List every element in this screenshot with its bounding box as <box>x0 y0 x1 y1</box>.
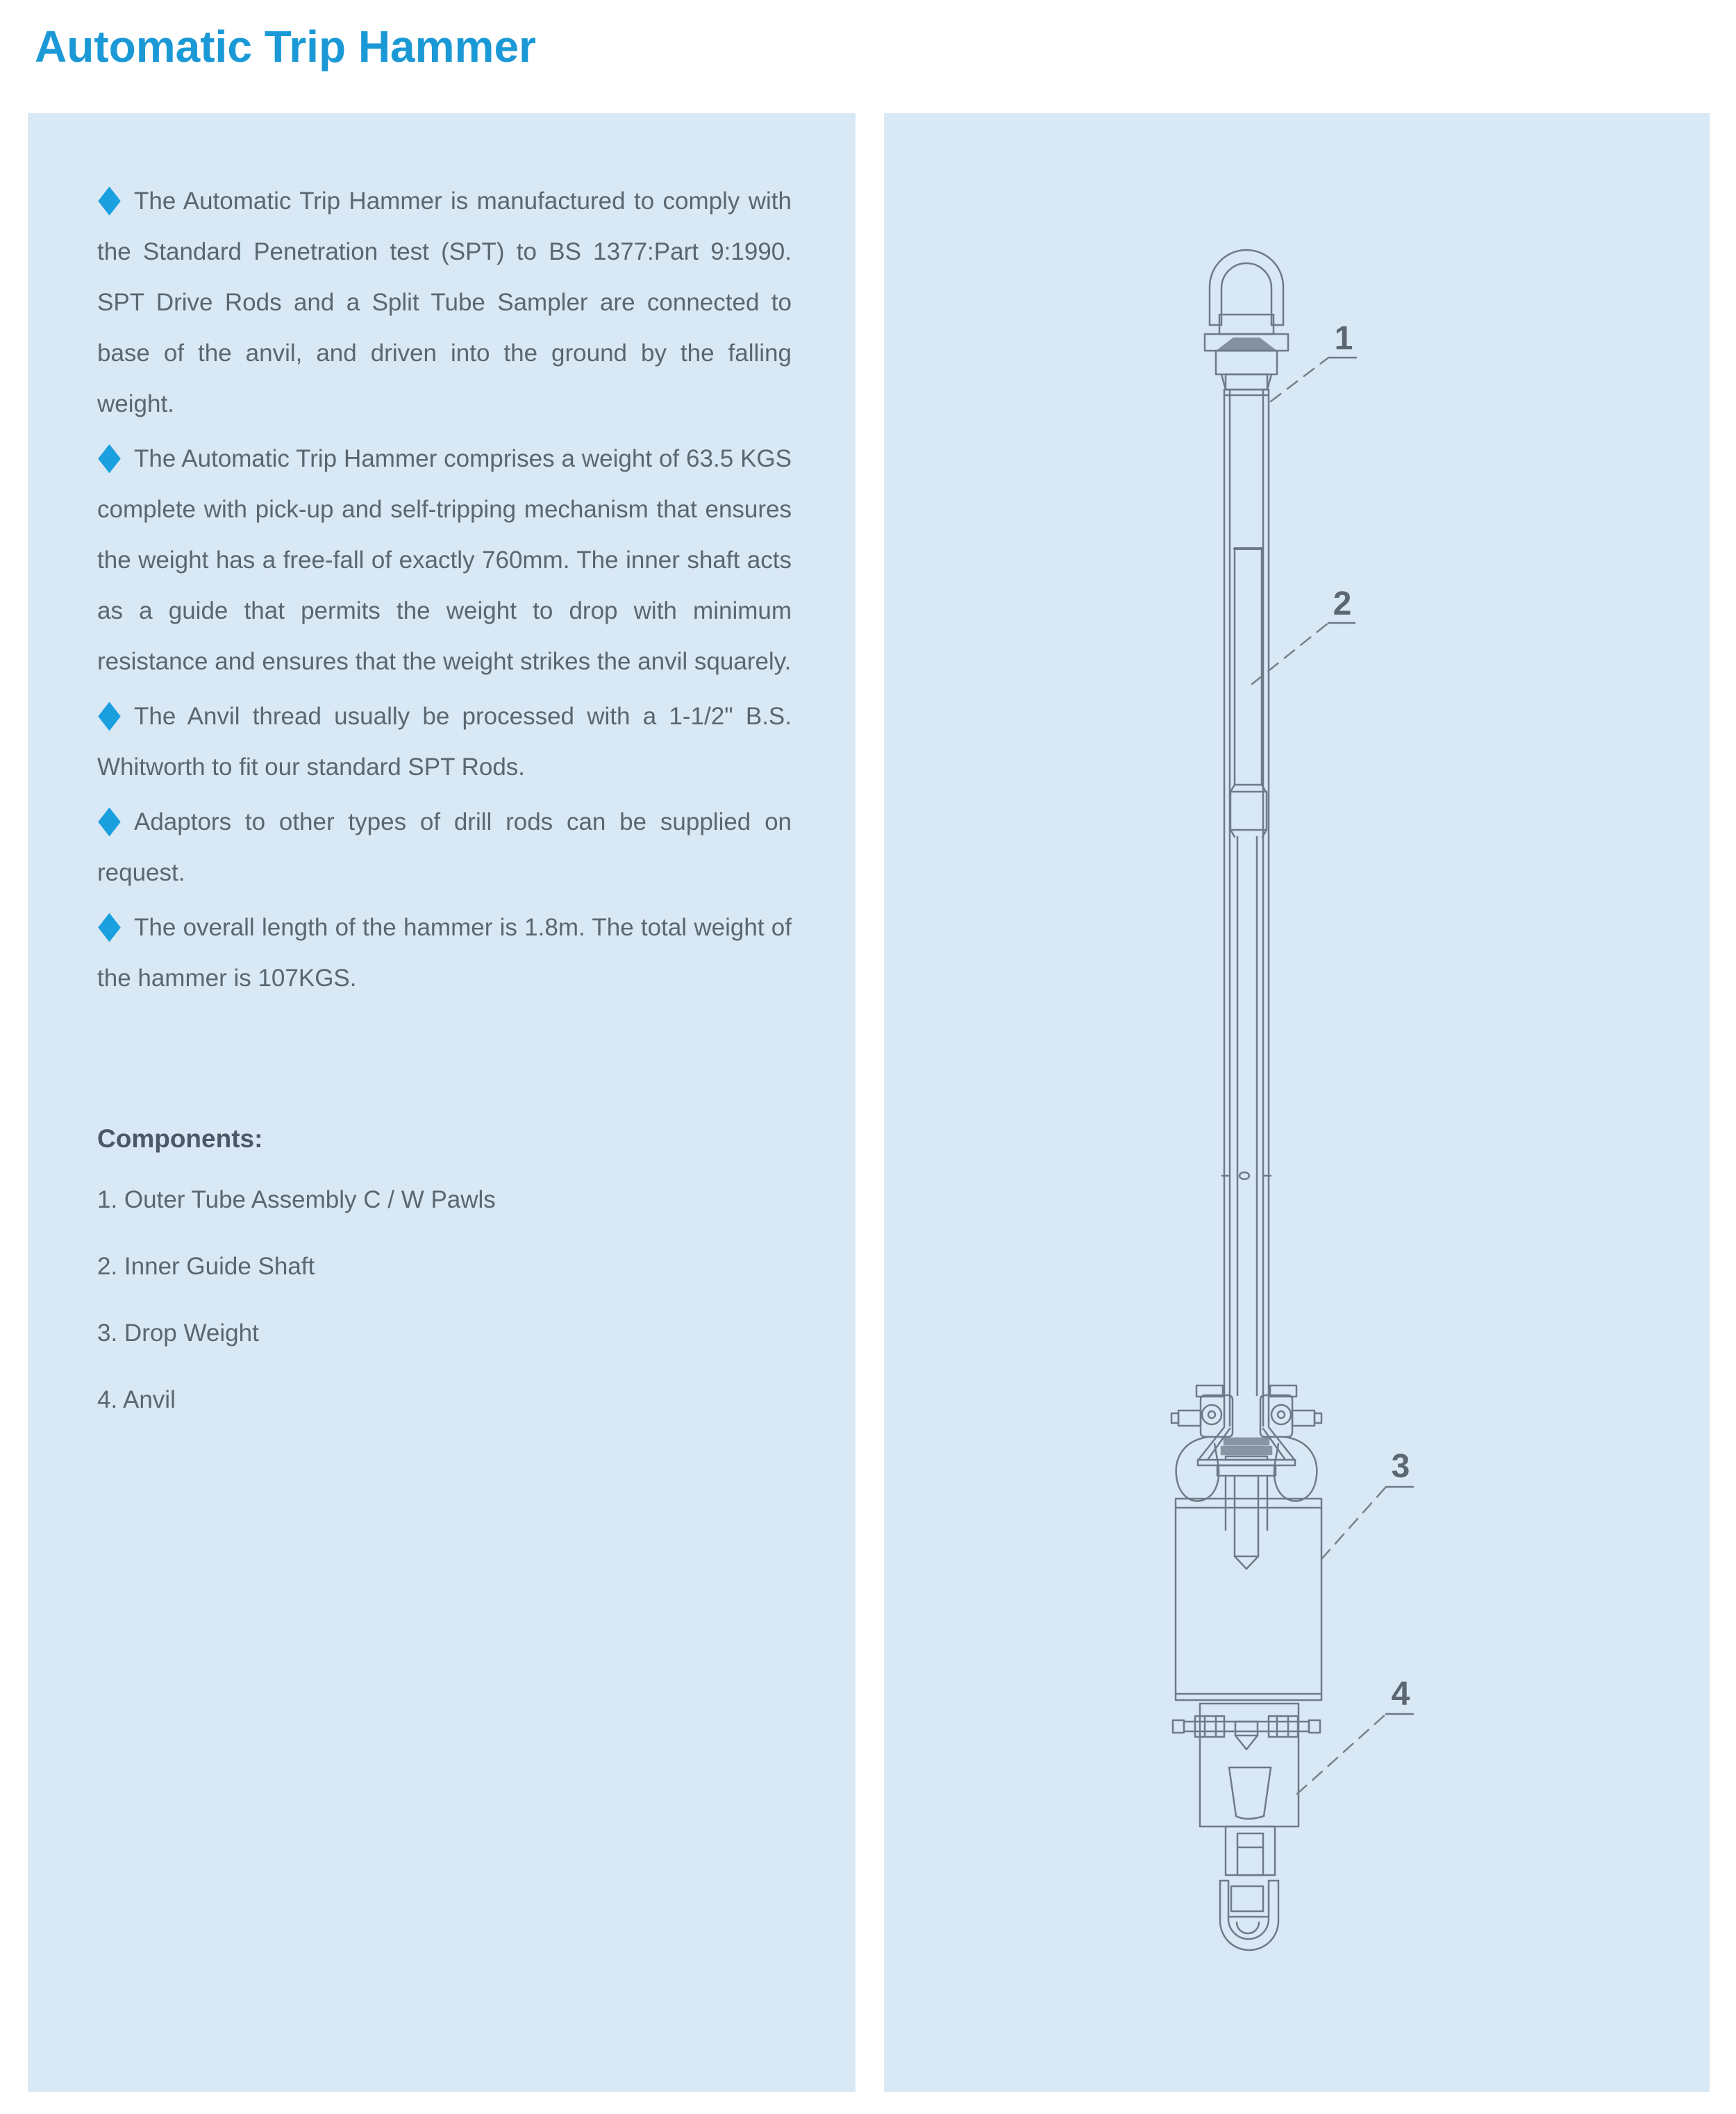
components-section <box>97 1113 792 1425</box>
diamond-bullet-icon <box>98 444 121 474</box>
info-panel <box>28 113 856 2092</box>
callout-label-3: 3 <box>1391 1448 1410 1485</box>
diamond-bullet-icon <box>98 913 121 942</box>
page-title: Automatic Trip Hammer <box>35 22 536 72</box>
bullet-text: The overall length of the hammer is 1.8m. The total weight of the hammer is 107KGS. <box>97 914 792 992</box>
leader-line-3 <box>1321 1487 1386 1559</box>
bottom-shackle <box>1220 1826 1278 1950</box>
bullet-text: Adaptors to other types of drill rods can be supplied on request. <box>97 808 792 886</box>
top-bail <box>1205 250 1288 390</box>
diamond-bullet-icon <box>98 702 121 731</box>
bullet-item <box>97 691 792 792</box>
drop-weight <box>1176 1499 1321 1700</box>
bullet-item <box>97 797 792 898</box>
callout-label-4: 4 <box>1391 1676 1410 1713</box>
trip-hammer-diagram <box>884 113 1710 2092</box>
callout-label-2: 2 <box>1333 585 1352 622</box>
bullet-text: The Anvil thread usually be processed with a 1-1/2" B.S. Whitworth to fit our standard SPT Rods. <box>97 703 792 781</box>
component-item: 4. Anvil <box>97 1386 176 1413</box>
diamond-bullet-icon <box>98 808 121 837</box>
bullet-item <box>97 902 792 1004</box>
bullet-text: The Automatic Trip Hammer is manufactured to comply with the Standard Penetration test (SPT) to BS 1377:Part 9:1990. SPT Drive Rods and a Split Tube Sampler are connected to base of the anvil, and driven into the ground by the falling weight. <box>97 188 792 417</box>
diamond-bullet-icon <box>98 187 121 216</box>
component-item: 1. Outer Tube Assembly C / W Pawls <box>97 1186 496 1213</box>
stem <box>1226 1476 1267 1569</box>
striker-funnel <box>1198 1427 1295 1476</box>
callout-label-1: 1 <box>1334 320 1353 357</box>
leader-line-1 <box>1271 358 1328 401</box>
diagram-panel <box>884 113 1710 2092</box>
bullet-item <box>97 176 792 429</box>
component-item: 3. Drop Weight <box>97 1320 259 1347</box>
leader-line-4 <box>1297 1714 1386 1794</box>
component-item: 2. Inner Guide Shaft <box>97 1253 315 1280</box>
bullet-text: The Automatic Trip Hammer comprises a weight of 63.5 KGS complete with pick-up and self-tripping mechanism that ensures the weight has a free-fall of exactly 760mm. The inner shaft acts as a guide that permits the weight to drop with minimum resistance and ensures that the weight strikes the anvil squarely. <box>97 445 792 675</box>
outer-tube <box>1222 390 1271 1426</box>
components-heading: Components: <box>97 1124 263 1153</box>
bullet-item <box>97 433 792 687</box>
